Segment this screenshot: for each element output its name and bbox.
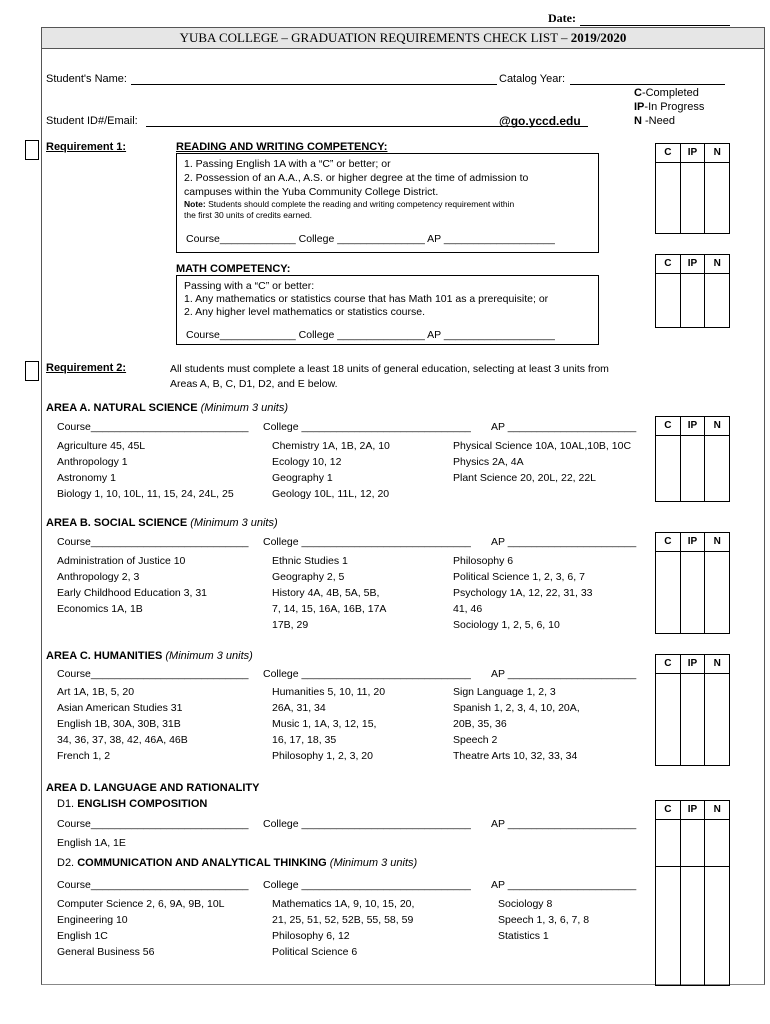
requirement-2-checkbox[interactable] bbox=[25, 361, 39, 381]
area-c-status-grid[interactable]: C IP N bbox=[655, 654, 730, 766]
area-b-title: AREA B. SOCIAL SCIENCE (Minimum 3 units) bbox=[46, 517, 278, 529]
list-item: Plant Science 20, 20L, 22, 22L bbox=[453, 472, 597, 484]
reading-writing-title: READING AND WRITING COMPETENCY: bbox=[176, 141, 388, 153]
list-item: Speech 1, 3, 6, 7, 8 bbox=[498, 914, 590, 926]
list-item: English 1B, 30A, 30B, 31B bbox=[57, 718, 181, 730]
area-b-ap-field[interactable]: AP ______________________ bbox=[491, 536, 637, 548]
list-item: Music 1, 1A, 3, 12, 15, bbox=[272, 718, 377, 730]
d1-courses: English 1A, 1E bbox=[57, 837, 126, 849]
list-item: Art 1A, 1B, 5, 20 bbox=[57, 686, 135, 698]
area-c-title: AREA C. HUMANITIES (Minimum 3 units) bbox=[46, 650, 253, 662]
area-c-col3 bbox=[453, 684, 580, 764]
list-item: Mathematics 1A, 9, 10, 15, 20, bbox=[272, 898, 415, 910]
area-a-ap-field[interactable]: AP ______________________ bbox=[491, 421, 637, 433]
rw-note: Note: Students should complete the reading and writing competency requirement within the first 30 units of credits earned. bbox=[184, 199, 515, 220]
d1-course-field[interactable]: Course___________________________ bbox=[57, 818, 249, 830]
area-c-ap-field[interactable]: AP ______________________ bbox=[491, 668, 637, 680]
list-item: Political Science 6 bbox=[272, 946, 358, 958]
list-item: General Business 56 bbox=[57, 946, 155, 958]
list-item: Philosophy 1, 2, 3, 20 bbox=[272, 750, 373, 762]
legend-need: N -Need bbox=[634, 115, 675, 127]
area-b-col3 bbox=[453, 553, 593, 633]
catalog-year-label: Catalog Year: bbox=[499, 73, 566, 85]
list-item: Sign Language 1, 2, 3 bbox=[453, 686, 556, 698]
area-d-grid-divider bbox=[655, 866, 730, 867]
date-label: Date: bbox=[548, 11, 576, 25]
catalog-year-field[interactable] bbox=[570, 84, 725, 85]
d1-title: D1. ENGLISH COMPOSITION bbox=[57, 798, 208, 810]
list-item: Anthropology 2, 3 bbox=[57, 571, 140, 583]
d2-course-field[interactable]: Course___________________________ bbox=[57, 879, 249, 891]
area-a-course-field[interactable]: Course___________________________ bbox=[57, 421, 249, 433]
list-item: Philosophy 6, 12 bbox=[272, 930, 350, 942]
requirement-2-text: All students must complete a least 18 units of general education, selecting at least 3 units from Areas A, B, C, D1, D2, and E below. bbox=[170, 363, 609, 390]
area-c-college-field[interactable]: College _____________________________ bbox=[263, 668, 471, 680]
area-d-col1 bbox=[57, 896, 225, 960]
math-course-fields[interactable]: Course_____________ College _______________ AP ___________________ bbox=[186, 329, 555, 341]
list-item: Administration of Justice 10 bbox=[57, 555, 186, 567]
list-item: Statistics 1 bbox=[498, 930, 549, 942]
email-domain: @go.yccd.edu bbox=[499, 114, 581, 128]
math-line-1: Passing with a “C” or better: bbox=[184, 280, 315, 292]
list-item: Geology 10L, 11L, 12, 20 bbox=[272, 488, 390, 500]
area-a-college-field[interactable]: College _____________________________ bbox=[263, 421, 471, 433]
area-d-title: AREA D. LANGUAGE AND RATIONALITY bbox=[46, 782, 260, 794]
student-id-label: Student ID#/Email: bbox=[46, 115, 138, 127]
list-item: Astronomy 1 bbox=[57, 472, 116, 484]
title-year: 2019/2020 bbox=[570, 30, 627, 45]
title-text: YUBA COLLEGE – GRADUATION REQUIREMENTS CHECK LIST – bbox=[179, 30, 571, 45]
list-item: Political Science 1, 2, 3, 6, 7 bbox=[453, 571, 585, 583]
area-a-col3 bbox=[453, 438, 631, 486]
math-line-3: 2. Any higher level mathematics or statistics course. bbox=[184, 306, 426, 318]
list-item: English 1C bbox=[57, 930, 108, 942]
list-item: 20B, 35, 36 bbox=[453, 718, 507, 730]
list-item: Psychology 1A, 12, 22, 31, 33 bbox=[453, 587, 593, 599]
date-field[interactable] bbox=[580, 25, 730, 26]
legend-in-progress: IP-In Progress bbox=[634, 101, 705, 113]
math-status-grid[interactable]: C IP N bbox=[655, 254, 730, 328]
list-item: Anthropology 1 bbox=[57, 456, 128, 468]
list-item: 21, 25, 51, 52, 52B, 55, 58, 59 bbox=[272, 914, 414, 926]
list-item: Speech 2 bbox=[453, 734, 498, 746]
list-item: Ecology 10, 12 bbox=[272, 456, 342, 468]
list-item: French 1, 2 bbox=[57, 750, 111, 762]
list-item: Engineering 10 bbox=[57, 914, 128, 926]
area-b-col1 bbox=[57, 553, 207, 617]
list-item: Economics 1A, 1B bbox=[57, 603, 143, 615]
rw-status-grid[interactable]: C IP N bbox=[655, 143, 730, 234]
rw-item-1: 1. Passing English 1A with a “C” or better; or bbox=[184, 158, 391, 170]
area-a-status-grid[interactable]: C IP N bbox=[655, 416, 730, 502]
student-name-label: Student's Name: bbox=[46, 73, 127, 85]
list-item: Geography 2, 5 bbox=[272, 571, 345, 583]
requirement-1-label: Requirement 1: bbox=[46, 141, 127, 153]
math-competency-title: MATH COMPETENCY: bbox=[176, 263, 291, 275]
area-a-title: AREA A. NATURAL SCIENCE (Minimum 3 units) bbox=[46, 402, 289, 414]
requirement-2-label: Requirement 2: bbox=[46, 362, 127, 374]
rw-course-fields[interactable]: Course_____________ College _______________ AP ___________________ bbox=[186, 233, 555, 245]
list-item: 41, 46 bbox=[453, 603, 483, 615]
list-item: Sociology 8 bbox=[498, 898, 553, 910]
rw-item-2: 2. Possession of an A.A., A.S. or higher degree at the time of admission to bbox=[184, 172, 529, 184]
list-item: Physics 2A, 4A bbox=[453, 456, 524, 468]
list-item: 7, 14, 15, 16A, 16B, 17A bbox=[272, 603, 387, 615]
page-title bbox=[41, 27, 765, 49]
list-item: Philosophy 6 bbox=[453, 555, 514, 567]
d2-ap-field[interactable]: AP ______________________ bbox=[491, 879, 637, 891]
list-item: 16, 17, 18, 35 bbox=[272, 734, 337, 746]
area-b-college-field[interactable]: College _____________________________ bbox=[263, 536, 471, 548]
list-item: Theatre Arts 10, 32, 33, 34 bbox=[453, 750, 578, 762]
math-lines bbox=[184, 280, 548, 319]
list-item: History 4A, 4B, 5A, 5B, bbox=[272, 587, 380, 599]
legend-completed: C-Completed bbox=[634, 87, 699, 99]
area-c-col1 bbox=[57, 684, 188, 764]
list-item: Asian American Studies 31 bbox=[57, 702, 183, 714]
list-item: Agriculture 45, 45L bbox=[57, 440, 146, 452]
list-item: Early Childhood Education 3, 31 bbox=[57, 587, 208, 599]
list-item: 34, 36, 37, 38, 42, 46A, 46B bbox=[57, 734, 188, 746]
d1-ap-field[interactable]: AP ______________________ bbox=[491, 818, 637, 830]
list-item: Computer Science 2, 6, 9A, 9B, 10L bbox=[57, 898, 225, 910]
area-c-col2 bbox=[272, 684, 385, 764]
list-item: Spanish 1, 2, 3, 4, 10, 20A, bbox=[453, 702, 580, 714]
list-item: Chemistry 1A, 1B, 2A, 10 bbox=[272, 440, 390, 452]
d2-title: D2. COMMUNICATION AND ANALYTICAL THINKING (Minimum 3 units) bbox=[57, 857, 418, 869]
requirement-1-checkbox[interactable] bbox=[25, 140, 39, 160]
list-item: Humanities 5, 10, 11, 20 bbox=[272, 686, 386, 698]
area-a-col1 bbox=[57, 438, 234, 502]
status-legend bbox=[634, 86, 704, 128]
area-a-col2 bbox=[272, 438, 390, 502]
area-d-col2 bbox=[272, 896, 414, 960]
d1-college-field[interactable]: College _____________________________ bbox=[263, 818, 471, 830]
d2-college-field[interactable]: College _____________________________ bbox=[263, 879, 471, 891]
area-d-col3 bbox=[498, 896, 589, 944]
student-name-field[interactable] bbox=[131, 84, 497, 85]
area-b-col2 bbox=[272, 553, 386, 633]
reading-writing-items bbox=[184, 157, 528, 199]
area-b-course-field[interactable]: Course___________________________ bbox=[57, 536, 249, 548]
list-item: Sociology 1, 2, 5, 6, 10 bbox=[453, 619, 560, 631]
math-line-2: 1. Any mathematics or statistics course that has Math 101 as a prerequisite; or bbox=[184, 293, 549, 305]
rw-item-2-cont: campuses within the Yuba Community College District. bbox=[184, 186, 439, 198]
email-domain-underline bbox=[496, 126, 588, 127]
area-d-status-grid[interactable]: C IP N bbox=[655, 800, 730, 986]
list-item: Geography 1 bbox=[272, 472, 333, 484]
list-item: 17B, 29 bbox=[272, 619, 309, 631]
list-item: Biology 1, 10, 10L, 11, 15, 24, 24L, 25 bbox=[57, 488, 234, 500]
area-c-course-field[interactable]: Course___________________________ bbox=[57, 668, 249, 680]
student-id-field[interactable] bbox=[146, 126, 496, 127]
area-b-status-grid[interactable]: C IP N bbox=[655, 532, 730, 634]
list-item: Physical Science 10A, 10AL,10B, 10C bbox=[453, 440, 632, 452]
list-item: Ethnic Studies 1 bbox=[272, 555, 348, 567]
list-item: 26A, 31, 34 bbox=[272, 702, 326, 714]
